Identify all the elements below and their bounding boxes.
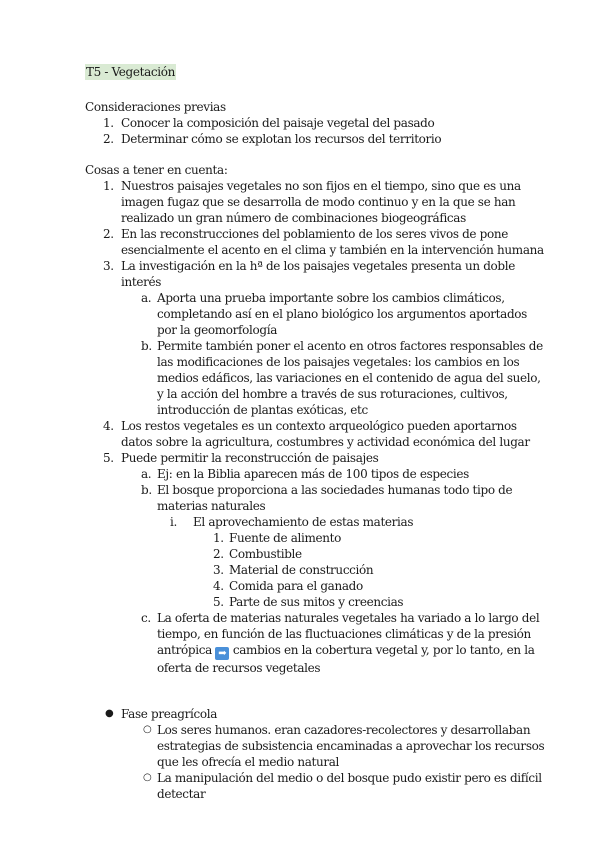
list-marker: 5.	[103, 451, 114, 465]
list-item	[85, 338, 545, 418]
bullet-subitem	[85, 770, 545, 802]
list-item	[85, 450, 545, 466]
list-item	[85, 418, 545, 450]
list-item-text: Fuente de alimento	[229, 531, 342, 545]
list-item-text: Comida para el ganado	[229, 579, 363, 593]
list-item	[85, 258, 545, 290]
list-marker: 5.	[213, 595, 224, 609]
list-marker: 4.	[213, 579, 224, 593]
list-item-text	[157, 610, 545, 676]
list-item-text: Puede permitir la reconstrucción de paisajes	[121, 451, 379, 465]
list-item-text: En las reconstrucciones del poblamiento de los seres vivos de pone esencialmente el acento en el clima y también en la intervención humana	[121, 227, 544, 257]
list-item-text: Aporta una prueba importante sobre los cambios climáticos, completando así en el plano biológico los argumentos aportados por la geomorfología	[157, 291, 527, 337]
list-item	[85, 578, 545, 594]
bullet-text: Fase preagrícola	[121, 707, 218, 721]
list-marker: 2.	[213, 547, 224, 561]
bullet-dot-icon: ●	[105, 708, 114, 719]
bullet-subitem-text: La manipulación del medio o del bosque pudo existir pero es difícil detectar	[157, 771, 542, 801]
list-marker: b.	[141, 339, 152, 353]
list-marker: a.	[141, 291, 152, 305]
hollow-bullet-icon: ○	[143, 772, 152, 783]
list-marker: 1.	[103, 179, 114, 193]
document-title	[85, 64, 545, 80]
list-item-text: El aprovechamiento de estas materias	[193, 515, 414, 529]
list-item	[85, 594, 545, 610]
list-item	[85, 131, 545, 147]
list-item	[85, 226, 545, 258]
list-item-text: Ej: en la Biblia aparecen más de 100 tipos de especies	[157, 467, 469, 481]
bullet-subitem-text: Los seres humanos. eran cazadores-recolectores y desarrollaban estrategias de subsistencia encaminadas a aprovechar los recursos que les ofrecía el medio natural	[157, 723, 545, 769]
list-item	[85, 546, 545, 562]
list-item	[85, 290, 545, 338]
list-item-text-before: La oferta de materias naturales vegetales ha variado a lo largo del tiempo, en función de las fluctuaciones climáticas y de la presión antrópica	[157, 611, 540, 657]
list-marker: 1.	[103, 116, 114, 130]
list-marker: 3.	[103, 259, 114, 273]
list-item-text: El bosque proporciona a las sociedades humanas todo tipo de materias naturales	[157, 483, 513, 513]
section-heading-cosas: Cosas a tener en cuenta:	[85, 163, 228, 177]
list-marker: c.	[141, 611, 151, 625]
list-item-text: Los restos vegetales es un contexto arqueológico pueden aportarnos datos sobre la agricultura, costumbres y actividad económica del lugar	[121, 419, 530, 449]
list-marker: 2.	[103, 132, 114, 146]
list-item	[85, 466, 545, 482]
list-item-text: Permite también poner el acento en otros factores responsables de las modificaciones de los paisajes vegetales: los cambios en los medios edáficos, las variaciones en el contenido de agua del suelo, y la acción del hombre a través de sus roturaciones, cultivos, introducción de plantas exóticas, etc	[157, 339, 543, 417]
list-marker: i.	[170, 515, 177, 529]
list-marker: b.	[141, 483, 152, 497]
list-item-text: Nuestros paisajes vegetales no son fijos en el tiempo, sino que es una imagen fugaz que se desarrolla de modo continuo y en la que se han realizado un gran número de combinaciones biogeográficas	[121, 179, 521, 225]
list-item-text: Material de construcción	[229, 563, 374, 577]
list-item-text: Parte de sus mitos y creencias	[229, 595, 404, 609]
list-item	[85, 530, 545, 546]
list-item-text: Determinar cómo se explotan los recursos del territorio	[121, 132, 442, 146]
document-page	[85, 64, 545, 802]
list-marker: 1.	[213, 531, 224, 545]
bullet-item	[85, 706, 545, 722]
list-marker: 4.	[103, 419, 114, 433]
bullet-subitem	[85, 722, 545, 770]
list-item	[85, 562, 545, 578]
list-item	[85, 610, 545, 676]
list-item-text: Conocer la composición del paisaje vegetal del pasado	[121, 116, 435, 130]
list-marker: 3.	[213, 563, 224, 577]
list-item	[85, 115, 545, 131]
list-item	[85, 514, 545, 530]
list-marker: a.	[141, 467, 152, 481]
list-item	[85, 482, 545, 514]
right-arrow-icon: ➡	[215, 647, 229, 660]
list-item	[85, 178, 545, 226]
list-item-text: La investigación en la hª de los paisajes vegetales presenta un doble interés	[121, 259, 515, 289]
list-item-text: Combustible	[229, 547, 302, 561]
hollow-bullet-icon: ○	[143, 724, 152, 735]
list-marker: 2.	[103, 227, 114, 241]
section-heading-consideraciones: Consideraciones previas	[85, 100, 226, 114]
list-item-text-after: cambios en la cobertura vegetal y, por lo tanto, en la oferta de recursos vegetales	[157, 643, 535, 675]
title-highlight: T5 - Vegetación	[86, 65, 176, 79]
